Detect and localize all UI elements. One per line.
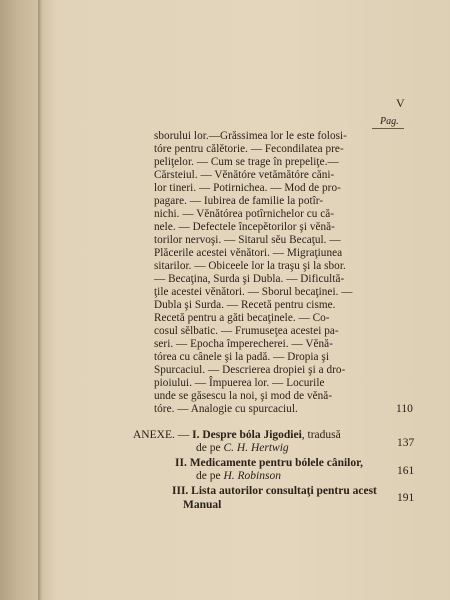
contents-line: pagare. — Iubirea de familie la potîr- <box>154 195 324 207</box>
contents-line: unde se găsescu la noi, şi mod de vĕnă- <box>154 390 333 402</box>
column-label-rule <box>372 128 404 129</box>
annex-title: I. Despre bóla Jigodiei <box>192 429 302 441</box>
annex-source-line <box>196 470 281 482</box>
annex-title: II. Medicamente pentru bólele cânilor, <box>175 457 364 469</box>
annex-title-continuation: Manual <box>183 499 222 511</box>
page-folio: V <box>396 96 405 110</box>
annex-author: H. Robinson <box>223 470 281 482</box>
contents-line: seri. — Epocha împerecherei. — Vĕnă- <box>154 338 333 350</box>
contents-line: ţile acestei vĕnători. — Sborul becaţinei. — <box>154 286 353 298</box>
contents-line: sborului lor.—Grăssimea lor le este folosi- <box>154 130 347 142</box>
contents-line: peliţelor. — Cum se trage în prepeliţe.— <box>154 156 339 168</box>
gutter-shadow <box>38 0 42 600</box>
annex-label: ANEXE. <box>133 429 175 441</box>
contents-line: cosul sĕlbatic. — Frumuseţea acestei pa- <box>154 325 339 337</box>
contents-line: lor tineri. — Potirnichea. — Mod de pro- <box>154 182 341 194</box>
contents-line: nichi. — Vĕnătórea potîrnichelor cu că- <box>154 208 335 220</box>
contents-line: — Becaţina, Surda şi Dubla. — Dificultă- <box>154 273 345 285</box>
annex-dash: — <box>177 429 193 441</box>
annex-source-prefix: de pe <box>196 470 224 482</box>
contents-line: torilor nervoşi. — Sitarul sĕu Becaţul. — <box>154 234 341 246</box>
contents-line: tóre pentru călĕtorie. — Fecondilatea pre- <box>154 143 344 155</box>
contents-line: tóre. — Analogie cu spurcaciul. <box>154 403 298 415</box>
contents-line: nele. — Defectele începĕtorilor şi vĕnă- <box>154 221 335 233</box>
annex-page-number: 161 <box>397 465 415 477</box>
annex-author: C. H. Hertwig <box>223 442 289 454</box>
contents-page-number: 110 <box>396 403 413 415</box>
contents-line: Dubla şi Surda. — Recetă pentru cisme. <box>154 299 336 311</box>
page-column-label: Pag. <box>380 116 399 127</box>
annex-page-number: 191 <box>397 492 415 504</box>
annex-page-number: 137 <box>397 437 415 449</box>
contents-line: Recetă pentru a găti becaţinele. — Co- <box>154 312 330 324</box>
contents-line: tórea cu cânele şi la padă. — Dropia şi <box>154 351 329 363</box>
annex-source-prefix: de pe <box>196 442 224 454</box>
binding-gutter <box>0 0 40 600</box>
contents-line: Spurcaciul. — Descrierea dropiei şi a dro- <box>154 364 346 376</box>
annex-source-line <box>196 442 289 454</box>
annex-title: III. Lista autorilor consultaţi pentru acest <box>172 485 377 497</box>
contents-line: Cărsteiul. — Vĕnătóre vetămătóre căni- <box>154 169 335 181</box>
contents-line: pioiului. — Împuerea lor. — Locurile <box>154 377 325 389</box>
annex-entry <box>133 429 341 441</box>
annex-title-suffix: , tradusă <box>301 429 341 441</box>
contents-line: sitarilor. — Obiceele lor la traşu şi la sbor. <box>154 260 346 272</box>
contents-line: Plăcerile acestei vĕnători. — Migraţiunea <box>154 247 343 259</box>
